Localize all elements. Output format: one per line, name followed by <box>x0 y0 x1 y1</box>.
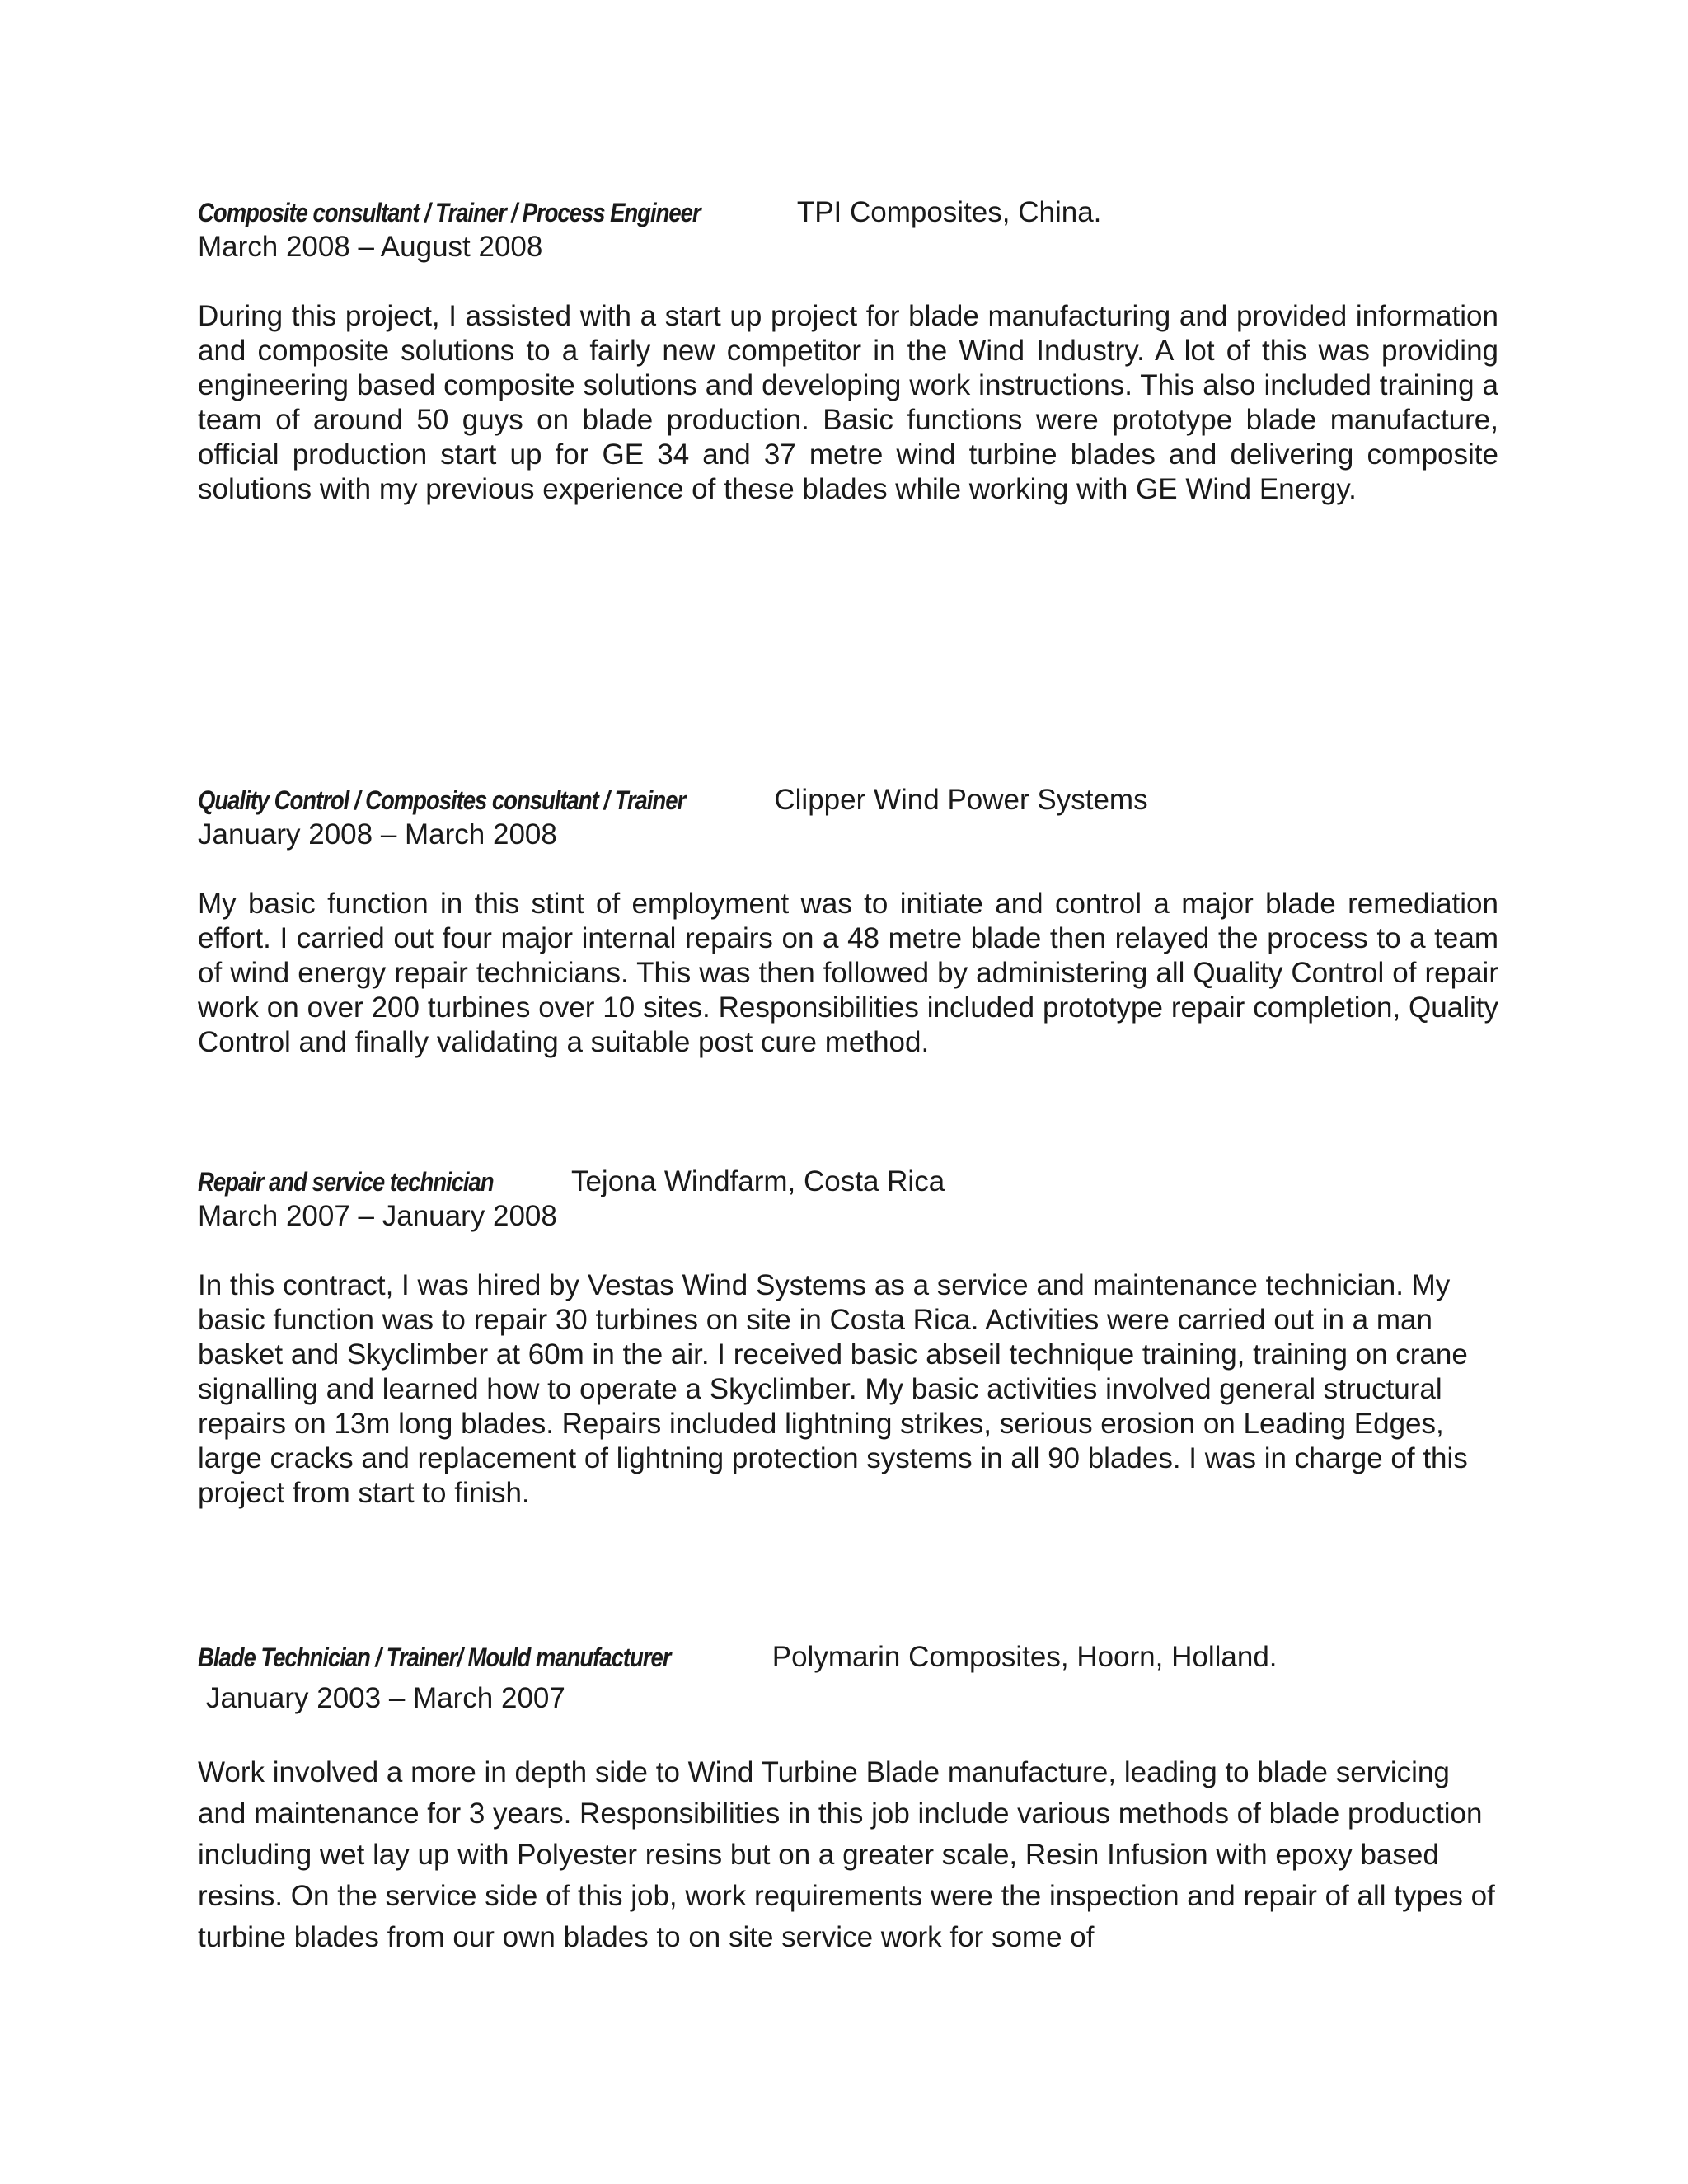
job-heading <box>198 195 1498 230</box>
job-dates: March 2008 – August 2008 <box>198 231 543 263</box>
job-role: Quality Control / Composites consultant / Trainer <box>198 785 686 815</box>
job-dates: January 2003 – March 2007 <box>206 1682 565 1714</box>
job-description: During this project, I assisted with a start up project for blade manufacturing and provided information and composite solutions to a fairly new competitor in the Wind Industry. A lot of this was providing engineering based composite solutions and developing work instructions. This also included training a team of around 50 guys on blade production. Basic functions were prototype blade manufacture, official production start up for GE 34 and 37 metre wind turbine blades and delivering composite solutions with my previous experience of these blades while working with GE Wind Energy. <box>198 300 1498 505</box>
job-entry-clipper <box>198 783 1498 1089</box>
job-company: Tejona Windfarm, Costa Rica <box>570 1165 945 1197</box>
job-heading <box>198 1640 1498 1675</box>
job-role: Repair and service technician <box>198 1167 494 1197</box>
job-heading <box>198 1165 1498 1199</box>
job-company: Polymarin Composites, Hoorn, Holland. <box>771 1641 1278 1673</box>
job-entry-tpi <box>198 195 1498 536</box>
job-entry-polymarin <box>198 1640 1498 1987</box>
job-description: My basic function in this stint of employment was to initiate and control a major blade remediation effort. I carried out four major internal repairs on a 48 metre blade then relayed the process to a team of wind energy repair technicians. This was then followed by administering all Quality Control of repair work on over 200 turbines over 10 sites. Responsibilities included prototype repair completion, Quality Control and finally validating a suitable post cure method. <box>198 888 1498 1058</box>
job-entry-tejona <box>198 1165 1498 1540</box>
job-description: Work involved a more in depth side to Wind Turbine Blade manufacture, leading to blade servicing and maintenance for 3 years. Responsibilities in this job include various methods of blade production including wet lay up with Polyester resins but on a greater scale, Resin Infusion with epoxy based resins. On the service side of this job, work requirements were the inspection and repair of all types of turbine blades from our own blades to on site service work for some of <box>198 1756 1495 1953</box>
job-dates: January 2008 – March 2008 <box>198 818 557 851</box>
job-heading <box>198 783 1498 818</box>
job-company: Clipper Wind Power Systems <box>774 784 1148 816</box>
job-company: TPI Composites, China. <box>796 196 1102 228</box>
job-role: Blade Technician / Trainer/ Mould manufacturer <box>198 1643 671 1672</box>
job-dates: March 2007 – January 2008 <box>198 1200 557 1232</box>
job-role: Composite consultant / Trainer / Process Engineer <box>198 198 701 227</box>
job-description: In this contract, I was hired by Vestas Wind Systems as a service and maintenance technician. My basic function was to repair 30 turbines on site in Costa Rica. Activities were carried out in a man basket and Skyclimber at 60m in the air. I received basic abseil technique training, training on crane signalling and learned how to operate a Skyclimber. My basic activities involved general structural repairs on 13m long blades. Repairs included lightning strikes, serious erosion on Leading Edges, large cracks and replacement of lightning protection systems in all 90 blades. I was in charge of this project from start to finish. <box>198 1269 1468 1509</box>
